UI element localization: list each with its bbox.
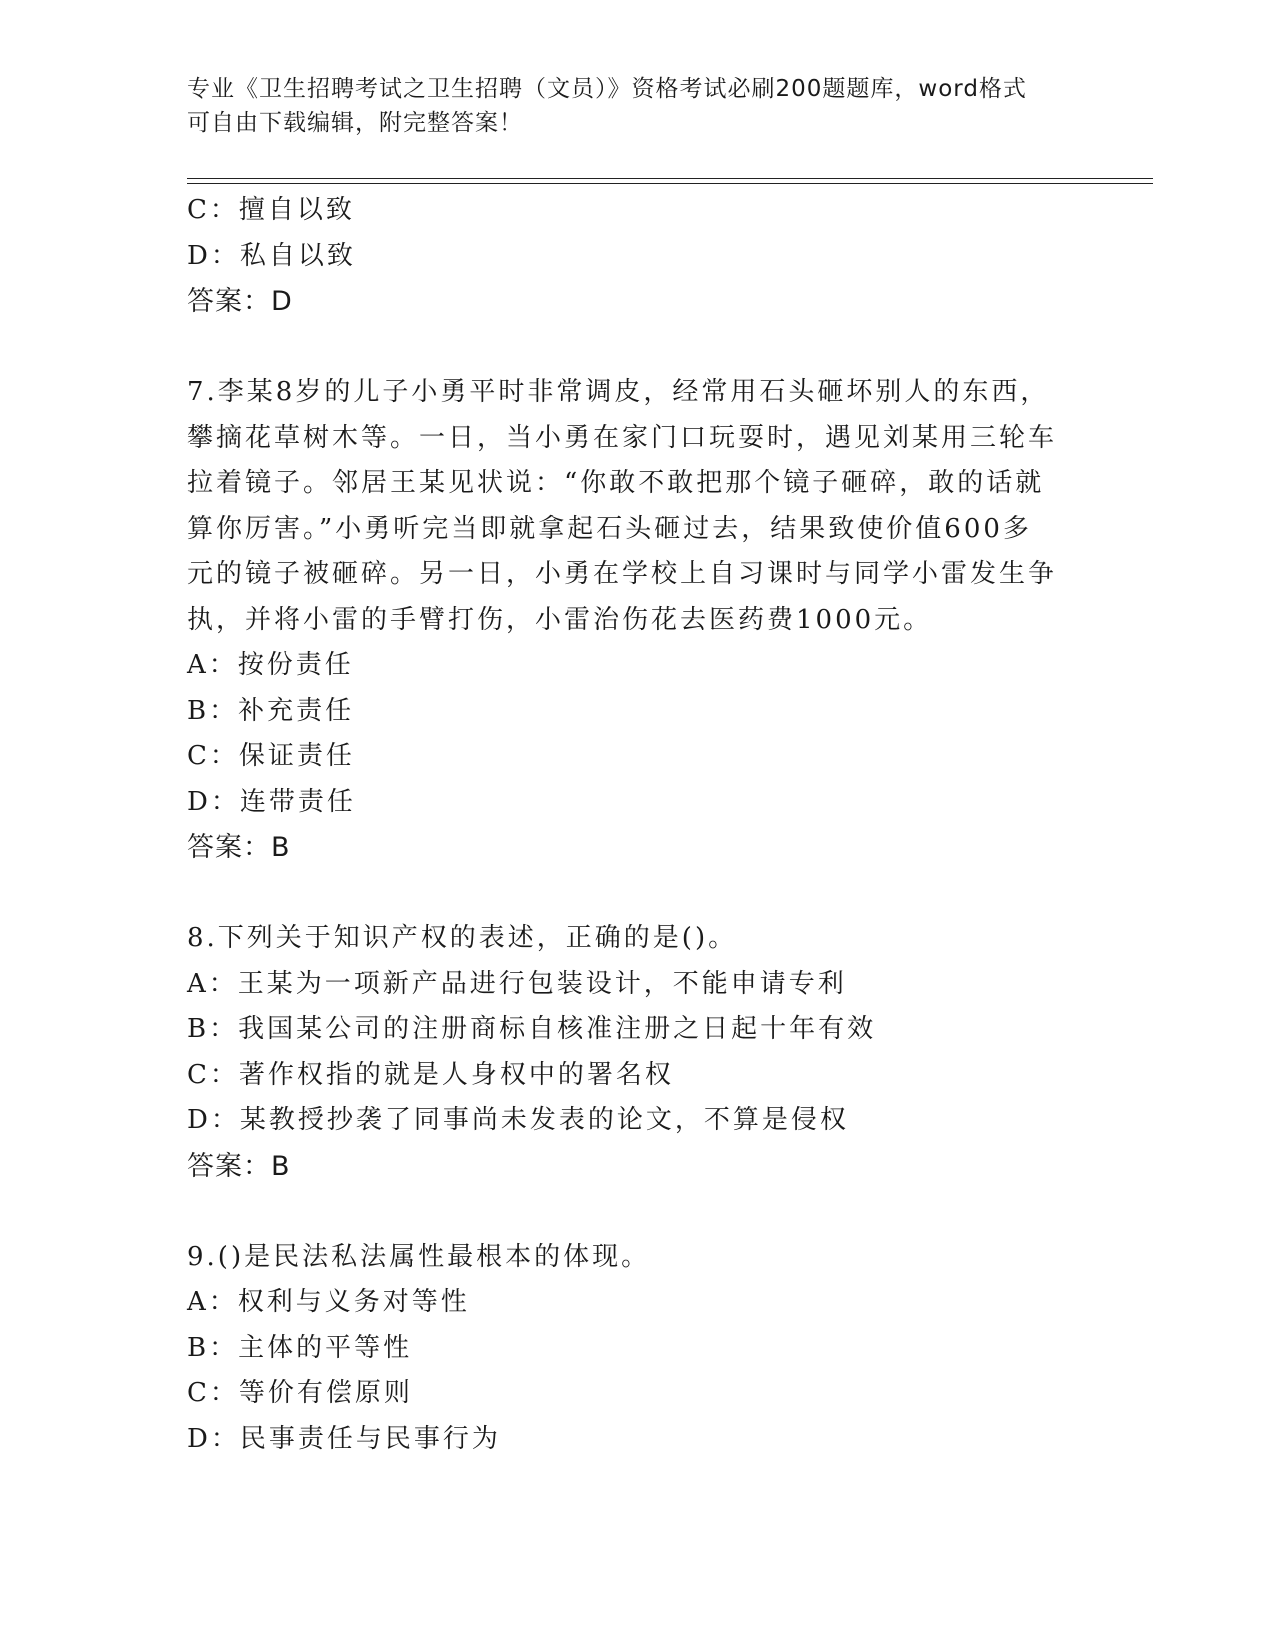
question-stem-line: 元的镜子被砸碎。另一日，小勇在学校上自习课时与同学小雷发生争 [187, 559, 1058, 589]
header-title-line-1: 专业《卫生招聘考试之卫生招聘（文员）》资格考试必刷200题题库，word格式 [187, 76, 1027, 102]
spacer [187, 871, 1087, 917]
option-a: A：按份责任 [187, 650, 354, 680]
option-a: A：王某为一项新产品进行包装设计，不能申请专利 [187, 968, 847, 999]
document-body [187, 188, 1087, 1462]
option-d: D：某教授抄袭了同事尚未发表的论文，不算是侵权 [187, 1105, 849, 1135]
option-c: C：保证责任 [187, 741, 355, 771]
header-title-line-2: 可自由下载编辑，附完整答案！ [187, 110, 523, 136]
answer-line: 答案：D [187, 286, 293, 317]
option-c: C：擅自以致 [187, 195, 355, 225]
question-6-tail [187, 188, 1087, 325]
option-b: B：补充责任 [187, 695, 355, 726]
question-8 [187, 916, 1087, 1189]
question-stem-line: 执，并将小雷的手臂打伤，小雷治伤花去医药费1000元。 [187, 604, 933, 635]
option-b: B：我国某公司的注册商标自核准注册之日起十年有效 [187, 1014, 877, 1044]
header-rule-bottom [187, 183, 1153, 184]
answer-line: 答案：B [187, 832, 291, 863]
question-stem-line: 7.李某8岁的儿子小勇平时非常调皮，经常用石头砸坏别人的东西， [187, 377, 1050, 407]
question-7 [187, 370, 1087, 871]
question-9 [187, 1235, 1087, 1463]
option-c: C：著作权指的就是人身权中的署名权 [187, 1059, 674, 1090]
header-rule-top [187, 178, 1153, 179]
question-stem-line: 算你厉害。”小勇听完当即就拿起石头砸过去，结果致使价值600多 [187, 513, 1032, 544]
question-stem-line: 拉着镜子。邻居王某见状说：“你敢不敢把那个镜子砸碎，敢的话就 [187, 468, 1045, 498]
option-d: D：连带责任 [187, 786, 356, 817]
option-a: A：权利与义务对等性 [187, 1287, 470, 1317]
option-d: D：民事责任与民事行为 [187, 1423, 501, 1454]
question-stem: 9.()是民法私法属性最根本的体现。 [187, 1241, 651, 1272]
question-stem-line: 攀摘花草树木等。一日，当小勇在家门口玩耍时，遇见刘某用三轮车 [187, 422, 1058, 453]
question-stem: 8.下列关于知识产权的表述，正确的是()。 [187, 923, 738, 953]
spacer [187, 1189, 1087, 1235]
option-c: C：等价有偿原则 [187, 1378, 413, 1408]
document-header [187, 72, 1067, 140]
option-b: B：主体的平等性 [187, 1332, 413, 1363]
spacer [187, 325, 1087, 371]
option-d: D：私自以致 [187, 240, 356, 271]
answer-line: 答案：B [187, 1150, 291, 1182]
